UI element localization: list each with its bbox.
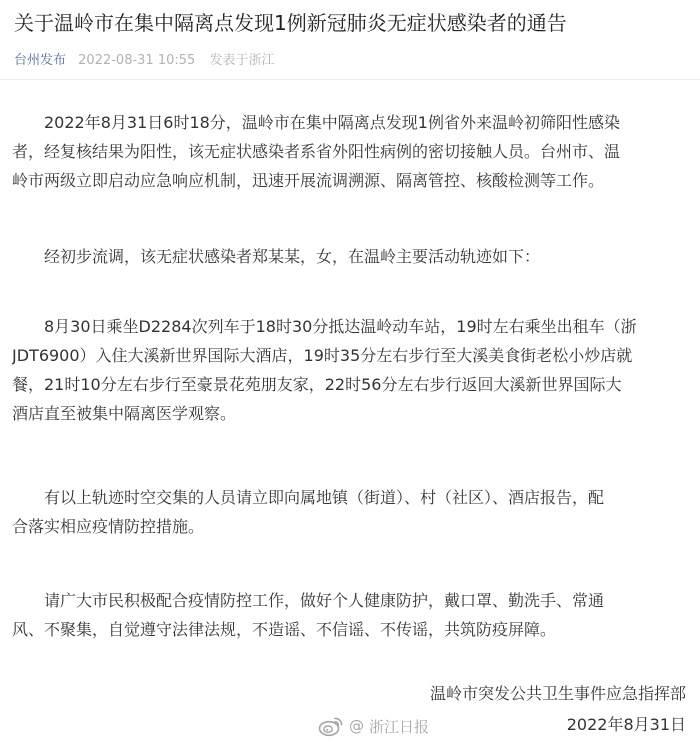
- paragraph-line: 风、不聚集，自觉遵守法律法规，不造谣、不信谣、不传谣，共筑防疫屏障。: [12, 620, 557, 639]
- paragraph-line: 8月30日乘坐D2284次列车于18时30分抵达温岭动车站，19时左右乘坐出租车（浙: [12, 317, 637, 336]
- publish-time: 2022-08-31 10:55: [78, 53, 196, 68]
- paragraph-trajectory: [12, 312, 690, 428]
- article-meta: [14, 50, 274, 72]
- paragraph-appeal: [12, 586, 690, 644]
- watermark-at-icon: @: [349, 717, 364, 735]
- header-divider: [0, 79, 700, 80]
- paragraph-investigation: [12, 242, 690, 271]
- paragraph-line: 岭市两级立即启动应急响应机制，迅速开展流调溯源、隔离管控、核酸检测等工作。: [12, 171, 605, 190]
- issue-date: 2022年8月31日: [566, 715, 686, 734]
- paragraph-incident: [12, 108, 690, 195]
- paragraph-line: 酒店直至被集中隔离医学观察。: [12, 404, 237, 423]
- paragraph-line: 请广大市民积极配合疫情防控工作，做好个人健康防护，戴口罩、勤洗手、常通: [12, 591, 605, 610]
- weibo-logo-icon: [318, 715, 344, 737]
- watermark: [318, 714, 429, 738]
- paragraph-line: JDT6900）入住大溪新世界国际大酒店，19时35分左右步行至大溪美食街老松小炒店就: [12, 346, 633, 365]
- paragraph-line: 有以上轨迹时空交集的人员请立即向属地镇（街道）、村（社区）、酒店报告，配: [12, 488, 605, 507]
- paragraph-line: 者，经复核结果为阳性，该无症状感染者系省外阳性病例的密切接触人员。台州市、温: [12, 142, 621, 161]
- paragraph-reporting: [12, 483, 690, 541]
- article-title: 关于温岭市在集中隔离点发现1例新冠肺炎无症状感染者的通告: [14, 11, 567, 35]
- paragraph-line: 经初步流调，该无症状感染者郑某某，女，在温岭主要活动轨迹如下：: [12, 247, 541, 266]
- source-account-link[interactable]: 台州发布: [14, 53, 67, 68]
- paragraph-line: 合落实相应疫情防控措施。: [12, 517, 205, 536]
- publish-location: 发表于浙江: [209, 53, 275, 68]
- watermark-text: 浙江日报: [369, 717, 430, 736]
- issuer-signature: 温岭市突发公共卫生事件应急指挥部: [429, 684, 686, 703]
- paragraph-line: 2022年8月31日6时18分，温岭市在集中隔离点发现1例省外来温岭初筛阳性感染: [12, 113, 620, 132]
- paragraph-line: 餐，21时10分左右步行至豪景花苑朋友家，22时56分左右步行返回大溪新世界国际大: [12, 375, 622, 394]
